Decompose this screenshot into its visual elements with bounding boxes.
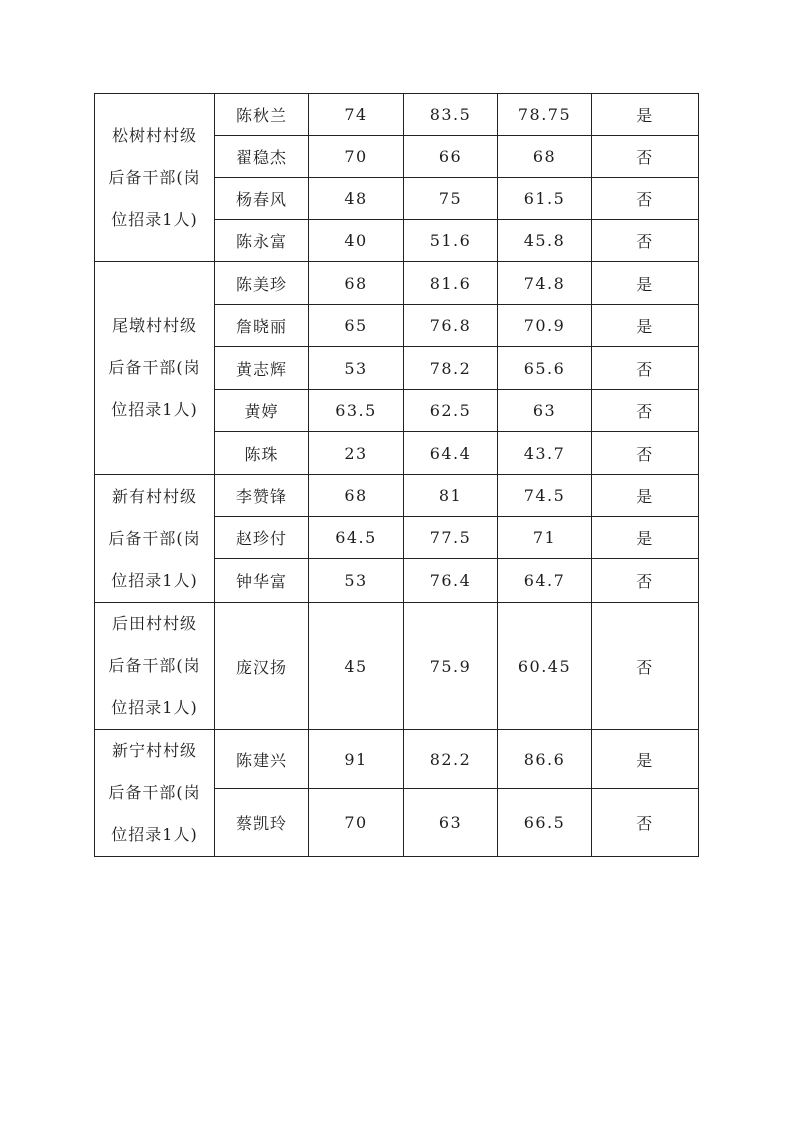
- score-1: 64.5: [309, 517, 404, 559]
- table-row: [95, 603, 699, 730]
- candidate-name: 蔡凯玲: [215, 789, 309, 857]
- score-1: 70: [309, 789, 404, 857]
- table-row: [95, 475, 699, 517]
- hired-flag: 否: [592, 390, 699, 432]
- table-row: [95, 730, 699, 789]
- score-1: 40: [309, 220, 404, 262]
- total-score: 66.5: [498, 789, 592, 857]
- post-cell: [95, 730, 215, 857]
- post-cell: [95, 94, 215, 262]
- candidate-name: 陈永富: [215, 220, 309, 262]
- score-1: 53: [309, 347, 404, 390]
- total-score: 60.45: [498, 603, 592, 730]
- post-line: 后备干部(岗: [108, 528, 201, 548]
- results-table: [94, 93, 699, 857]
- post-cell: [95, 262, 215, 475]
- score-2: 75: [404, 178, 498, 220]
- total-score: 63: [498, 390, 592, 432]
- total-score: 43.7: [498, 432, 592, 475]
- total-score: 61.5: [498, 178, 592, 220]
- score-2: 81: [404, 475, 498, 517]
- hired-flag: 否: [592, 178, 699, 220]
- score-2: 76.8: [404, 305, 498, 347]
- hired-flag: 否: [592, 603, 699, 730]
- hired-flag: 否: [592, 789, 699, 857]
- post-line: 尾墩村村级: [111, 316, 197, 335]
- hired-flag: 否: [592, 220, 699, 262]
- hired-flag: 是: [592, 262, 699, 305]
- total-score: 71: [498, 517, 592, 559]
- candidate-name: 钟华富: [215, 559, 309, 603]
- score-1: 45: [309, 603, 404, 730]
- candidate-name: 陈美珍: [215, 262, 309, 305]
- post-line: 新宁村村级: [111, 741, 197, 760]
- candidate-name: 黄婷: [215, 390, 309, 432]
- post-line: 松树村村级: [111, 125, 197, 145]
- post-line: 后备干部(岗: [108, 783, 201, 802]
- score-1: 70: [309, 136, 404, 178]
- candidate-name: 翟稳杰: [215, 136, 309, 178]
- score-1: 23: [309, 432, 404, 475]
- table-row: [95, 94, 699, 136]
- score-1: 68: [309, 475, 404, 517]
- score-1: 53: [309, 559, 404, 603]
- score-2: 82.2: [404, 730, 498, 789]
- score-1: 91: [309, 730, 404, 789]
- table-row: [95, 262, 699, 305]
- score-2: 66: [404, 136, 498, 178]
- score-2: 83.5: [404, 94, 498, 136]
- total-score: 74.5: [498, 475, 592, 517]
- hired-flag: 是: [592, 94, 699, 136]
- candidate-name: 庞汉扬: [215, 603, 309, 730]
- post-line: 后备干部(岗: [108, 358, 201, 377]
- total-score: 45.8: [498, 220, 592, 262]
- total-score: 86.6: [498, 730, 592, 789]
- post-line: 后备干部(岗: [108, 656, 201, 675]
- post-line: 位招录1人): [111, 698, 198, 717]
- hired-flag: 否: [592, 347, 699, 390]
- candidate-name: 杨春风: [215, 178, 309, 220]
- score-2: 76.4: [404, 559, 498, 603]
- score-2: 64.4: [404, 432, 498, 475]
- candidate-name: 詹晓丽: [215, 305, 309, 347]
- candidate-name: 陈秋兰: [215, 94, 309, 136]
- score-2: 78.2: [404, 347, 498, 390]
- score-2: 81.6: [404, 262, 498, 305]
- score-1: 63.5: [309, 390, 404, 432]
- total-score: 78.75: [498, 94, 592, 136]
- candidate-name: 陈建兴: [215, 730, 309, 789]
- hired-flag: 否: [592, 432, 699, 475]
- score-1: 65: [309, 305, 404, 347]
- post-line: 位招录1人): [111, 209, 198, 229]
- score-2: 77.5: [404, 517, 498, 559]
- post-line: 新有村村级: [111, 486, 197, 506]
- hired-flag: 否: [592, 559, 699, 603]
- hired-flag: 否: [592, 136, 699, 178]
- hired-flag: 是: [592, 305, 699, 347]
- post-cell: [95, 603, 215, 730]
- score-2: 62.5: [404, 390, 498, 432]
- total-score: 64.7: [498, 559, 592, 603]
- post-line: 位招录1人): [111, 570, 198, 590]
- total-score: 68: [498, 136, 592, 178]
- post-line: 后田村村级: [111, 614, 197, 633]
- post-line: 位招录1人): [111, 825, 198, 844]
- hired-flag: 是: [592, 517, 699, 559]
- total-score: 65.6: [498, 347, 592, 390]
- post-line: 位招录1人): [111, 400, 198, 419]
- candidate-name: 赵珍付: [215, 517, 309, 559]
- hired-flag: 是: [592, 475, 699, 517]
- score-2: 75.9: [404, 603, 498, 730]
- score-1: 68: [309, 262, 404, 305]
- candidate-name: 黄志辉: [215, 347, 309, 390]
- score-2: 51.6: [404, 220, 498, 262]
- post-line: 后备干部(岗: [108, 167, 201, 187]
- candidate-name: 陈珠: [215, 432, 309, 475]
- score-1: 74: [309, 94, 404, 136]
- score-1: 48: [309, 178, 404, 220]
- total-score: 74.8: [498, 262, 592, 305]
- total-score: 70.9: [498, 305, 592, 347]
- candidate-name: 李赞锋: [215, 475, 309, 517]
- hired-flag: 是: [592, 730, 699, 789]
- score-2: 63: [404, 789, 498, 857]
- post-cell: [95, 475, 215, 603]
